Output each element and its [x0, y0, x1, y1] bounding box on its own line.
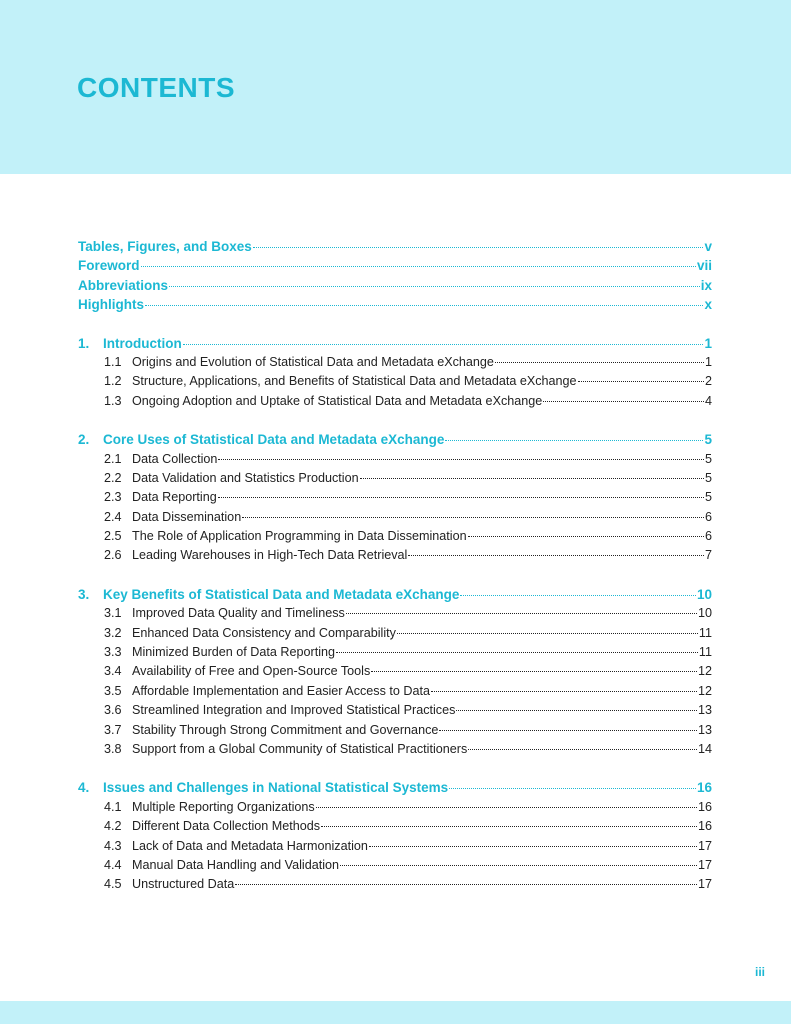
toc-entry-tables-figures-boxes[interactable]	[78, 237, 712, 256]
toc-section-1-2[interactable]	[78, 372, 712, 391]
page-number: iii	[754, 965, 765, 979]
table-of-contents	[78, 237, 712, 895]
toc-chapter-1[interactable]	[78, 334, 712, 353]
section-page: 7	[704, 548, 712, 563]
toc-section-3-8[interactable]	[78, 740, 712, 759]
section-number: 4.1	[104, 799, 122, 814]
dot-leader	[336, 652, 698, 653]
section-page: 17	[697, 838, 712, 853]
section-number: 1.2	[104, 374, 122, 389]
section-title: Origins and Evolution of Statistical Data and Metadata eXchange	[132, 354, 494, 369]
section-title: Streamlined Integration and Improved Statistical Practices	[132, 703, 456, 718]
toc-section-4-5[interactable]	[78, 875, 712, 894]
section-number: 4.5	[104, 877, 122, 892]
spacer	[78, 566, 712, 585]
toc-chapter-2[interactable]	[78, 430, 712, 449]
section-title: Lack of Data and Metadata Harmonization	[132, 838, 368, 853]
toc-entry-foreword[interactable]	[78, 256, 712, 275]
toc-section-1-1[interactable]	[78, 353, 712, 372]
dot-leader	[371, 671, 697, 672]
chapter-page: 1	[704, 335, 712, 351]
dot-leader	[397, 633, 698, 634]
chapter-title: Core Uses of Statistical Data and Metadata eXchange	[103, 432, 445, 448]
section-number: 2.1	[104, 451, 122, 466]
section-page: 12	[697, 683, 712, 698]
dot-leader	[495, 362, 704, 363]
dot-leader	[439, 730, 697, 731]
chapter-title: Issues and Challenges in National Statistical Systems	[103, 780, 449, 796]
section-page: 4	[704, 393, 712, 408]
toc-section-4-4[interactable]	[78, 856, 712, 875]
chapter-page: 10	[696, 586, 712, 602]
toc-section-2-2[interactable]	[78, 469, 712, 488]
dot-leader	[235, 884, 697, 885]
dot-leader	[183, 344, 704, 345]
toc-section-3-5[interactable]	[78, 682, 712, 701]
dot-leader	[456, 710, 697, 711]
toc-chapter-4[interactable]	[78, 778, 712, 797]
section-number: 3.6	[104, 703, 122, 718]
section-page: 5	[704, 470, 712, 485]
dot-leader	[360, 478, 704, 479]
chapter-page: 16	[696, 780, 712, 796]
footer-band	[0, 1001, 791, 1024]
section-title: Affordable Implementation and Easier Access to Data	[132, 683, 430, 698]
toc-entry-page: ix	[700, 277, 712, 293]
section-title: Improved Data Quality and Timeliness	[132, 606, 345, 621]
toc-entry-abbreviations[interactable]	[78, 276, 712, 295]
section-title: Data Collection	[132, 451, 218, 466]
toc-section-2-6[interactable]	[78, 546, 712, 565]
section-page: 16	[697, 819, 712, 834]
section-page: 6	[704, 509, 712, 524]
dot-leader	[408, 555, 704, 556]
dot-leader	[218, 497, 704, 498]
toc-section-3-2[interactable]	[78, 624, 712, 643]
toc-section-2-1[interactable]	[78, 450, 712, 469]
dot-leader	[346, 613, 697, 614]
section-title: Enhanced Data Consistency and Comparability	[132, 625, 396, 640]
section-title: Ongoing Adoption and Uptake of Statistical Data and Metadata eXchange	[132, 393, 543, 408]
dot-leader	[141, 266, 696, 267]
section-number: 3.1	[104, 606, 122, 621]
section-page: 13	[697, 722, 712, 737]
dot-leader	[340, 865, 697, 866]
toc-entry-label: Abbreviations	[78, 277, 169, 293]
toc-section-3-7[interactable]	[78, 721, 712, 740]
section-number: 2.3	[104, 490, 122, 505]
section-page: 12	[697, 664, 712, 679]
toc-section-2-5[interactable]	[78, 527, 712, 546]
section-page: 1	[704, 354, 712, 369]
spacer	[78, 411, 712, 430]
dot-leader	[169, 286, 700, 287]
section-title: Manual Data Handling and Validation	[132, 857, 340, 872]
chapter-title: Introduction	[103, 335, 182, 351]
section-number: 3.4	[104, 664, 122, 679]
section-page: 17	[697, 877, 712, 892]
toc-section-4-1[interactable]	[78, 798, 712, 817]
section-number: 4.3	[104, 838, 122, 853]
section-number: 1.3	[104, 393, 122, 408]
toc-section-3-4[interactable]	[78, 662, 712, 681]
section-title: Multiple Reporting Organizations	[132, 799, 315, 814]
section-page: 16	[697, 799, 712, 814]
section-title: Structure, Applications, and Benefits of Statistical Data and Metadata eXchange	[132, 374, 577, 389]
toc-entry-label: Highlights	[78, 297, 144, 313]
section-title: Data Reporting	[132, 490, 217, 505]
dot-leader	[460, 595, 696, 596]
section-number: 2.6	[104, 548, 122, 563]
section-page: 11	[698, 645, 712, 660]
section-title: The Role of Application Programming in Data Dissemination	[132, 529, 467, 544]
section-number: 3.7	[104, 722, 122, 737]
section-title: Leading Warehouses in High-Tech Data Retrieval	[132, 548, 408, 563]
toc-section-1-3[interactable]	[78, 392, 712, 411]
section-title: Data Validation and Statistics Production	[132, 470, 359, 485]
section-title: Unstructured Data	[132, 877, 235, 892]
section-number: 1.1	[104, 354, 122, 369]
section-number: 3.5	[104, 683, 122, 698]
dot-leader	[253, 247, 704, 248]
toc-section-4-3[interactable]	[78, 837, 712, 856]
section-title: Support from a Global Community of Statistical Practitioners	[132, 741, 468, 756]
toc-entry-page: vii	[696, 258, 712, 274]
section-number: 2.4	[104, 509, 122, 524]
toc-section-3-6[interactable]	[78, 701, 712, 720]
dot-leader	[468, 536, 704, 537]
section-title: Data Dissemination	[132, 509, 242, 524]
section-page: 6	[704, 529, 712, 544]
dot-leader	[543, 401, 704, 402]
toc-entry-page: v	[704, 239, 712, 254]
toc-entry-label: Tables, Figures, and Boxes	[78, 239, 252, 254]
section-number: 3.8	[104, 741, 122, 756]
toc-section-3-1[interactable]	[78, 604, 712, 623]
toc-chapter-3[interactable]	[78, 585, 712, 604]
dot-leader	[468, 749, 697, 750]
spacer	[78, 315, 712, 334]
section-page: 14	[697, 741, 712, 756]
toc-section-3-3[interactable]	[78, 643, 712, 662]
chapter-title: Key Benefits of Statistical Data and Metadata eXchange	[103, 586, 460, 602]
section-page: 5	[704, 490, 712, 505]
dot-leader	[578, 381, 704, 382]
chapter-number: 3.	[78, 586, 90, 602]
section-page: 10	[697, 606, 712, 621]
toc-section-2-4[interactable]	[78, 508, 712, 527]
page-title: CONTENTS	[77, 72, 235, 103]
section-number: 3.2	[104, 625, 122, 640]
dot-leader	[369, 846, 697, 847]
dot-leader	[242, 517, 704, 518]
chapter-page: 5	[704, 432, 712, 448]
section-title: Stability Through Strong Commitment and Governance	[132, 722, 439, 737]
chapter-number: 4.	[78, 780, 90, 796]
section-page: 13	[697, 703, 712, 718]
spacer	[78, 759, 712, 778]
section-number: 2.2	[104, 470, 122, 485]
section-title: Minimized Burden of Data Reporting	[132, 645, 336, 660]
dot-leader	[145, 305, 703, 306]
section-number: 4.4	[104, 857, 122, 872]
section-page: 2	[704, 374, 712, 389]
toc-section-2-3[interactable]	[78, 488, 712, 507]
dot-leader	[445, 440, 703, 441]
toc-entry-highlights[interactable]	[78, 295, 712, 314]
dot-leader	[449, 788, 696, 789]
chapter-number: 1.	[78, 335, 90, 351]
toc-entry-label: Foreword	[78, 258, 140, 274]
dot-leader	[321, 826, 697, 827]
dot-leader	[218, 459, 704, 460]
dot-leader	[431, 691, 697, 692]
section-number: 2.5	[104, 529, 122, 544]
section-title: Different Data Collection Methods	[132, 819, 321, 834]
toc-entry-page: x	[704, 297, 712, 313]
toc-section-4-2[interactable]	[78, 817, 712, 836]
section-page: 5	[704, 451, 712, 466]
section-number: 3.3	[104, 645, 122, 660]
section-number: 4.2	[104, 819, 122, 834]
section-page: 17	[697, 857, 712, 872]
chapter-number: 2.	[78, 432, 90, 448]
dot-leader	[316, 807, 697, 808]
section-title: Availability of Free and Open-Source Tools	[132, 664, 371, 679]
section-page: 11	[698, 625, 712, 640]
